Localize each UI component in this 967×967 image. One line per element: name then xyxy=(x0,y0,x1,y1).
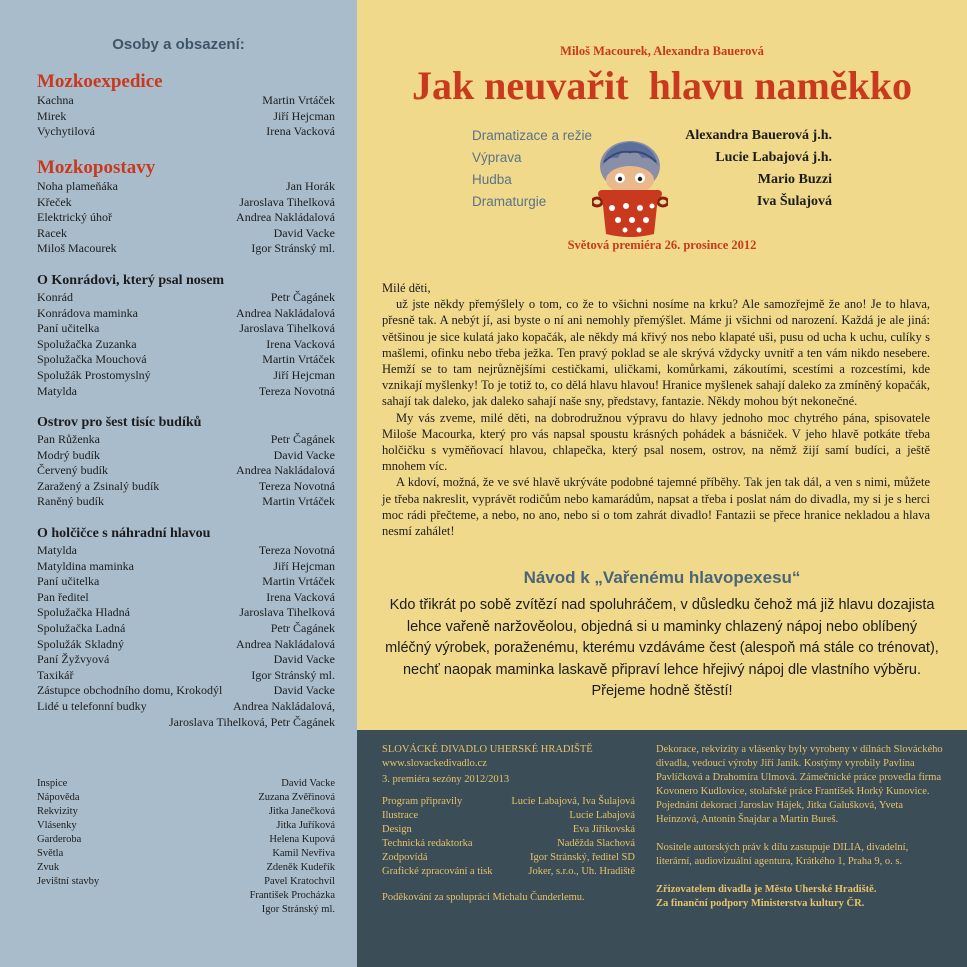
cooking-pot-head-illustration xyxy=(592,136,668,238)
letter-greeting: Milé děti, xyxy=(382,281,431,295)
cast-row: Noha plameňáka Jan Horák xyxy=(37,179,335,193)
crew-row: Nápověda Zuzana Zvěřinová xyxy=(37,792,335,803)
section-konradovi xyxy=(37,272,335,399)
crew-row: Garderoba Helena Kupová xyxy=(37,834,335,845)
cast-row: Elektrický úhoř Andrea Nakládalová xyxy=(37,210,335,225)
cast-row: Zaražený a Zsinalý budík Tereza Novotná xyxy=(37,478,335,493)
program-row: Zodpovídá Igor Stránský, ředitel SD xyxy=(382,852,635,863)
program-row: Design Eva Jiříkovská xyxy=(382,824,635,835)
footer-left xyxy=(382,743,635,905)
cast-row: Mirek Jiří Hejcman xyxy=(37,108,335,123)
crew-extra: František Procházka xyxy=(249,890,335,901)
cast-row: Křeček Jaroslava Tihelková xyxy=(37,194,335,209)
pexeso-instructions: Kdo třikrát po sobě zvítězí nad spoluhráčem, v důsledku čehož má již hlavu dozajista lehce vařeně naržověolou, objedná si u maminky chlazený nápoj nebo oblíbený mléčný výrobek, poraženému, kterému vzdáváme čest (alespoň má stále co trénovat), nechť naopak maminka laskavě připraví lehce hřejivý nápoj dle vlastního výběru. Přejeme hodně štěstí! xyxy=(385,597,939,699)
section-heading: Ostrov pro šest tisíc budíků xyxy=(37,415,202,430)
production-info: Dekorace, rekvizity a vlásenky byly vyrobeny v dílnách Slováckého divadla, vedoucí výroby Jiří Janík. Kostýmy vyrobily Pavlína Pavlíčková a Drahomíra Ulmová. Zámečnické práce provedla firma Kovonero Kudlovice, stolařské práce František Horký Kunovice. Pojednání dekorací Jaroslav Hájek, Jitka Galušková, Yveta Heinzová, Antonín Šnajdar a Martin Bureš. xyxy=(656,744,943,825)
cast-row: Matyldina maminka Jiří Hejcman xyxy=(37,558,335,573)
crew-row: Zvuk Zdeněk Kudeřík xyxy=(37,862,335,873)
cast-row: Spolužačka Mouchová Martin Vrtáček xyxy=(37,352,335,367)
footer-right xyxy=(656,743,944,911)
section-heading: O Konrádovi, který psal nosem xyxy=(37,273,225,288)
cast-row: Vychytilová Irena Vacková xyxy=(37,124,335,139)
letter-to-children xyxy=(382,280,930,539)
support-info: Za finanční podpory Ministerstva kultury ČR. xyxy=(656,898,865,909)
credit-row: Výprava Lucie Labajová j.h. xyxy=(472,150,832,165)
cast-row: Konrádova maminka Andrea Nakládalová xyxy=(37,305,335,320)
crew-row: Inspice David Vacke xyxy=(37,778,335,789)
cast-row: Konrád Petr Čagánek xyxy=(37,290,335,304)
credit-row: Dramatizace a režie Alexandra Bauerová j.h. xyxy=(472,128,832,143)
cast-row: Červený budík Andrea Nakládalová xyxy=(37,463,335,478)
letter-paragraph: A kdoví, možná, že ve své hlavě ukrýváte podobné tajemné příběhy. Tak jen tak dál, a ven s nimi, můžete je třeba nakreslit, vyprávět rodičům nebo kamarádům, napsat a třeba i poslat nám do divadla, my si je s herci moc rádi přečteme, a nebo, no ano, nebo si o tom zahrát divadlo! Fantazii se přece hranice nekladou a hlava nesmí zahálet! xyxy=(382,475,930,539)
program-row: Ilustrace Lucie Labajová xyxy=(382,810,635,821)
section-mozkopostavy xyxy=(37,157,335,257)
cast-row: Modrý budík David Vacke xyxy=(37,447,335,462)
theatre-web: www.slovackedivadlo.cz xyxy=(382,758,487,769)
crew-row: Rekvizity Jitka Janečková xyxy=(37,806,335,817)
cast-row: Spolužačka Zuzanka Irena Vacková xyxy=(37,336,335,351)
crew-row: Jevištní stavby Pavel Kratochvíl xyxy=(37,876,335,887)
cast-row: Taxikář Igor Stránský ml. xyxy=(37,667,335,682)
program-row: Technická redaktorka Naděžda Slachová xyxy=(382,838,635,849)
cast-row: Matylda Tereza Novotná xyxy=(37,543,335,557)
cast-row: Spolužačka Hladná Jaroslava Tihelková xyxy=(37,605,335,620)
authors: Miloš Macourek, Alexandra Bauerová xyxy=(560,44,764,58)
crew-row: Vlásenky Jitka Juříková xyxy=(37,820,335,831)
thanks-line: Poděkování za spolupráci Michalu Čunderlemu. xyxy=(382,892,585,903)
cast-row: Spolužák Skladný Andrea Nakládalová xyxy=(37,636,335,651)
cast-title: Osoby a obsazení: xyxy=(112,36,245,53)
cast-row: Raněný budík Martin Vrtáček xyxy=(37,494,335,509)
section-ostrov xyxy=(37,414,335,510)
cast-row: Spolužačka Ladná Petr Čagánek xyxy=(37,620,335,635)
page-title: Jak neuvařit hlavu naměkko xyxy=(411,63,913,108)
letter-paragraph: už jste někdy přemýšlely o tom, co že to všichni nosíme na krku? Ale samozřejmě že ano! Je to hlava, přesně tak. A nebýt jí, asi byste o ní ani nemohly přemýšlet. Máme ji všichni od narození. Každá je ale jiná: většinou je sice kulatá jako kopačák, ale někdy má křivý nos nebo klapaté uši, pusu od ucha k uchu, culíky s mašlemi, ofinku nebo třeba ježka. Ten pravý poklad se ale skrývá vždycky uvnitř a ten vám nikdo nesebere. Hemží se to tam nejrůznějšími cestičkami, uličkami, komůrkami, zákoutími, scestími a rozcestími, kde vznikají myšlenky! To je totiž to, co dělá hlavu hlavou! Hranice myšlenek sahají daleko za zmíněný kopačák, sahají tak daleko, jak daleko sahají naše sny, představy, fantazie. Někdy mohou být nekonečné. xyxy=(382,297,930,409)
cast-row-continuation: Jaroslava Tihelková, Petr Čagánek xyxy=(169,714,335,729)
cast-row: Lidé u telefonní budky Andrea Nakládalová, xyxy=(37,698,335,713)
cast-row: Racek David Vacke xyxy=(37,225,335,240)
crew-row: Světla Kamil Nevřiva xyxy=(37,848,335,859)
cast-row: Kachna Martin Vrtáček xyxy=(37,93,335,107)
cast-row: Paní Žyžvyová David Vacke xyxy=(37,652,335,667)
cast-row: Pan ředitel Irena Vacková xyxy=(37,589,335,604)
crew-list xyxy=(37,777,335,917)
rights-info: Nositele autorských práv k dílu zastupuje DILIA, divadelní, literární, audiovizuální agentura, Krátkého 1, Praha 9, o. s. xyxy=(656,842,909,867)
section-holcicce xyxy=(37,525,335,730)
letter-paragraph: My vás zveme, milé děti, na dobrodružnou výpravu do hlavy jednoho moc chytrého pána, spisovatele Miloše Macourka, který pro vás napsal spoustu krásných pohádek a básniček. V jeho hlavě potkáte třeba holčičku s vyměňovací hlavou, chlapečka, který psal nosem, ostrov, na němž žijí samí budíci, a ještě mnohem víc. xyxy=(382,410,930,474)
program-row: Grafické zpracování a tisk Joker, s.r.o., Uh. Hradiště xyxy=(382,866,635,877)
cast-row: Matylda Tereza Novotná xyxy=(37,383,335,398)
cast-row: Paní učitelka Martin Vrtáček xyxy=(37,574,335,589)
program-row: Program připravily Lucie Labajová, Iva Šulajová xyxy=(382,796,635,807)
cast-row: Zástupce obchodního domu, Krokodýl David Vacke xyxy=(37,683,335,698)
credit-row: Dramaturgie Iva Šulajová xyxy=(472,194,832,209)
pexeso-title: Návod k „Vařenému hlavopexesu“ xyxy=(523,568,801,587)
cast-row: Miloš Macourek Igor Stránský ml. xyxy=(37,241,335,256)
section-heading: Mozkopostavy xyxy=(37,157,156,178)
founder-info: Zřizovatelem divadla je Město Uherské Hradiště. xyxy=(656,884,877,895)
section-heading: Mozkoexpedice xyxy=(37,71,163,92)
cast-row: Paní učitelka Jaroslava Tihelková xyxy=(37,321,335,336)
premiere-date: Světová premiéra 26. prosince 2012 xyxy=(567,238,757,252)
credit-row: Hudba Mario Buzzi xyxy=(472,172,832,187)
season-info: 3. premiéra sezóny 2012/2013 xyxy=(382,774,510,785)
section-heading: O holčičce s náhradní hlavou xyxy=(37,526,211,541)
cast-row: Spolužák Prostomyslný Jiří Hejcman xyxy=(37,367,335,382)
theatre-name: SLOVÁCKÉ DIVADLO UHERSKÉ HRADIŠTĚ xyxy=(382,744,593,755)
section-mozkoexpedice xyxy=(37,71,335,140)
crew-extra: Igor Stránský ml. xyxy=(261,904,335,915)
cast-row: Pan Růženka Petr Čagánek xyxy=(37,432,335,446)
